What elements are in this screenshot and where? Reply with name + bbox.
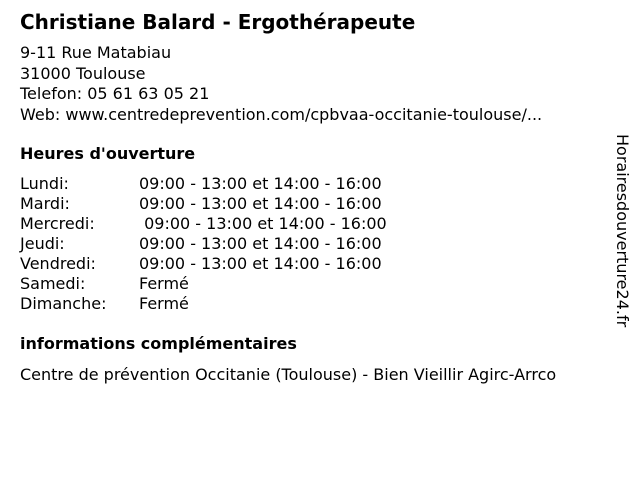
day-label: Mardi: [20,194,70,213]
day-label: Lundi: [20,174,69,193]
day-label: Samedi: [20,274,86,293]
time-value: 09:00 - 13:00 et 14:00 - 16:00 [139,254,382,273]
hours-row-thursday [20,234,440,254]
hours-row-monday [20,174,440,194]
opening-hours-heading: Heures d'ouverture [20,144,196,163]
watermark-text: Horairesdouverture24.fr [613,134,632,328]
time-value: Fermé [139,274,189,293]
postal-city: 31000 Toulouse [20,63,146,83]
site-watermark [612,134,632,346]
day-label: Vendredi: [20,254,96,273]
opening-hours-table [20,174,440,314]
website: Web: www.centredeprevention.com/cpbvaa-occitanie-toulouse/... [20,104,543,124]
additional-info-text: Centre de prévention Occitanie (Toulouse) - Bien Vieillir Agirc-Arrco [20,365,557,384]
address-block [20,43,542,125]
hours-row-friday [20,254,440,274]
hours-row-wednesday [20,214,440,234]
time-value: Fermé [139,294,189,313]
time-value: 09:00 - 13:00 et 14:00 - 16:00 [139,234,382,253]
hours-row-tuesday [20,194,440,214]
time-value: 09:00 - 13:00 et 14:00 - 16:00 [139,174,382,193]
phone-number: Telefon: 05 61 63 05 21 [20,84,210,103]
day-label: Dimanche: [20,294,107,313]
day-label: Jeudi: [20,234,65,253]
page-title: Christiane Balard - Ergothérapeute [20,10,416,34]
time-value: 09:00 - 13:00 et 14:00 - 16:00 [139,214,387,233]
day-label: Mercredi: [20,214,95,233]
hours-row-sunday [20,294,440,314]
hours-row-saturday [20,274,440,294]
time-value: 09:00 - 13:00 et 14:00 - 16:00 [139,194,382,213]
additional-info-heading: informations complémentaires [20,334,297,353]
street-address: 9-11 Rue Matabiau [20,43,172,62]
